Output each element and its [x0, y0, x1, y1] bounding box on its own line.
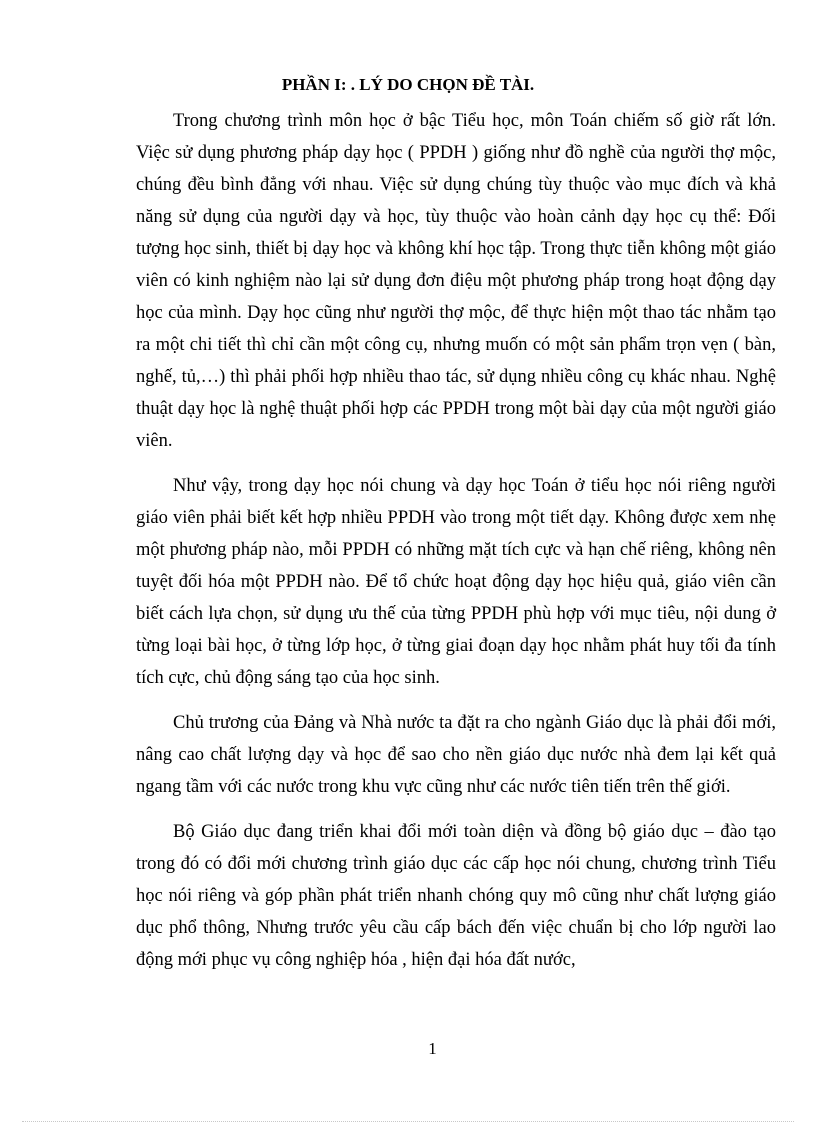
page-bottom-divider — [22, 1121, 794, 1122]
paragraph-2: Như vậy, trong dạy học nói chung và dạy học Toán ở tiểu học nói riêng người giáo viên phải biết kết hợp nhiều PPDH vào trong một tiết dạy. Không được xem nhẹ một phương pháp nào, mỗi PPDH có những mặt tích cực và hạn chế riêng, không nên tuyệt đối hóa một PPDH nào. Để tổ chức hoạt động dạy học hiệu quả, giáo viên cần biết cách lựa chọn, sử dụng ưu thế của từng PPDH phù hợp với mục tiêu, nội dung ở từng loại bài học, ở từng lớp học, ở từng giai đoạn dạy học nhằm phát huy tối đa tính tích cực, chủ động sáng tạo của học sinh. — [136, 476, 776, 688]
page-number: 1 — [428, 1039, 437, 1058]
section-title: PHẦN I: . LÝ DO CHỌN ĐỀ TÀI. — [281, 75, 535, 94]
paragraph-4: Bộ Giáo dục đang triển khai đổi mới toàn diện và đồng bộ giáo dục – đào tạo trong đó có đổi mới chương trình giáo dục các cấp học nói chung, chương trình Tiểu học nói riêng và góp phần phát triển nhanh chóng quy mô cũng như chất lượng giáo dục phổ thông, Nhưng trước yêu cầu cấp bách đến việc chuẩn bị cho lớp người lao động mới phục vụ công nghiệp hóa , hiện đại hóa đất nước, — [136, 822, 776, 970]
body-text — [136, 105, 776, 989]
paragraph-1: Trong chương trình môn học ở bậc Tiểu học, môn Toán chiếm số giờ rất lớn. Việc sử dụng phương pháp dạy học ( PPDH ) giống như đồ nghề của người thợ mộc, chúng đều bình đẳng với nhau. Việc sử dụng chúng tùy thuộc vào mục đích và khả năng sử dụng của người dạy và học, tùy thuộc vào hoàn cảnh dạy học cụ thể: Đối tượng học sinh, thiết bị dạy học và không khí học tập. Trong thực tiễn không một giáo viên có kinh nghiệm nào lại sử dụng đơn điệu một phương pháp trong hoạt động dạy học của mình. Dạy học cũng như người thợ mộc, để thực hiện một thao tác nhằm tạo ra một chi tiết thì chỉ cần một công cụ, nhưng muốn có một sản phẩm trọn vẹn ( bàn, nghế, tủ,…) thì phải phối hợp nhiều thao tác, sử dụng nhiều công cụ khác nhau. Nghệ thuật dạy học là nghệ thuật phối hợp các PPDH trong một bài dạy của một người giáo viên. — [136, 111, 776, 451]
paragraph-3: Chủ trương của Đảng và Nhà nước ta đặt ra cho ngành Giáo dục là phải đổi mới, nâng cao chất lượng dạy và học để sao cho nền giáo dục nước nhà đem lại kết quả ngang tầm với các nước trong khu vực cũng như các nước tiên tiến trên thế giới. — [136, 713, 776, 797]
